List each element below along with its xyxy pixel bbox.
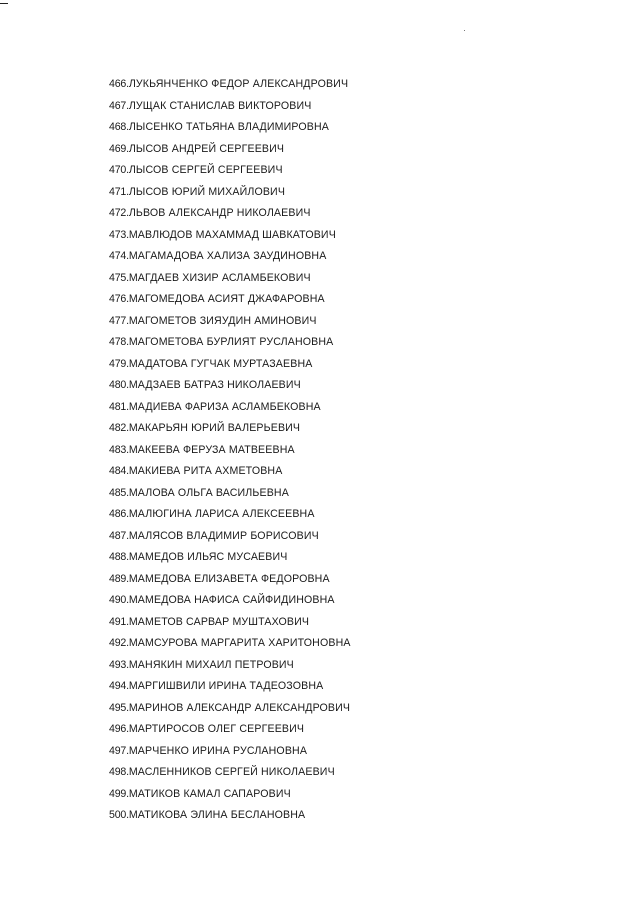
- item-number: 483.: [109, 443, 129, 456]
- item-number: 475.: [109, 271, 129, 284]
- item-number: 489.: [109, 572, 129, 585]
- item-name: ЛЬВОВ АЛЕКСАНДР НИКОЛАЕВИЧ: [128, 207, 311, 219]
- item-number: 500.: [109, 809, 129, 821]
- item-number: 484.: [109, 465, 129, 477]
- item-name: МАРЧЕНКО ИРИНА РУСЛАНОВНА: [128, 744, 308, 757]
- item-name: ЛЫСОВ АНДРЕЙ СЕРГЕЕВИЧ: [128, 142, 285, 155]
- list-item: [109, 614, 351, 636]
- item-number: 470.: [109, 164, 129, 176]
- list-item: [109, 635, 351, 657]
- item-number: 468.: [109, 121, 129, 133]
- item-name: МАКИЕВА РИТА АХМЕТОВНА: [128, 465, 283, 477]
- item-number: 481.: [109, 400, 129, 413]
- item-number: 494.: [109, 680, 129, 692]
- list-item: [109, 291, 351, 313]
- list-item: [109, 700, 351, 722]
- item-number: 499.: [109, 787, 129, 800]
- item-number: 473.: [109, 228, 129, 241]
- list-item: [109, 162, 351, 184]
- scan-speck: [464, 30, 465, 31]
- list-item: [109, 420, 351, 442]
- list-item: [109, 141, 351, 163]
- item-name: МАРГИШВИЛИ ИРИНА ТАДЕОЗОВНА: [128, 680, 324, 692]
- item-name: МАРТИРОСОВ ОЛЕГ СЕРГЕЕВИЧ: [128, 723, 305, 735]
- name-list: [109, 76, 351, 829]
- item-name: МАДИЕВА ФАРИЗА АСЛАМБЕКОВНА: [128, 400, 321, 413]
- item-number: 472.: [109, 207, 129, 219]
- item-name: МАГОМЕДОВА АСИЯТ ДЖАФАРОВНА: [128, 293, 325, 305]
- list-item: [109, 506, 351, 528]
- list-item: [109, 356, 351, 378]
- item-number: 497.: [109, 744, 129, 757]
- list-item: [109, 657, 351, 679]
- list-item: [109, 227, 351, 249]
- item-name: МАКЕЕВА ФЕРУЗА МАТВЕЕВНА: [128, 443, 295, 456]
- item-number: 469.: [109, 142, 129, 155]
- item-number: 485.: [109, 486, 129, 499]
- item-name: МАДАТОВА ГУГЧАК МУРТАЗАЕВНА: [128, 357, 313, 370]
- item-number: 495.: [109, 701, 129, 714]
- list-item: [109, 721, 351, 743]
- item-name: МАМСУРОВА МАРГАРИТА ХАРИТОНОВНА: [128, 637, 351, 649]
- list-item: [109, 786, 351, 808]
- item-number: 471.: [109, 185, 129, 198]
- list-item: [109, 98, 351, 120]
- item-number: 490.: [109, 594, 129, 606]
- list-item: [109, 248, 351, 270]
- list-item: [109, 205, 351, 227]
- item-number: 477.: [109, 314, 129, 327]
- item-number: 474.: [109, 250, 129, 262]
- list-item: [109, 807, 351, 829]
- item-number: 498.: [109, 766, 129, 778]
- list-item: [109, 463, 351, 485]
- item-name: МАГОМЕТОВ ЗИЯУДИН АМИНОВИЧ: [128, 314, 317, 327]
- list-item: [109, 485, 351, 507]
- item-name: МАТИКОВ КАМАЛ САПАРОВИЧ: [128, 787, 291, 800]
- item-name: МАМЕДОВА НАФИСА САЙФИДИНОВНА: [128, 594, 335, 606]
- scan-corner-mark: [0, 3, 8, 4]
- item-name: ЛУКЬЯНЧЕНКО ФЕДОР АЛЕКСАНДРОВИЧ: [128, 78, 349, 90]
- item-number: 491.: [109, 615, 129, 628]
- item-number: 486.: [109, 508, 129, 520]
- item-number: 476.: [109, 293, 129, 305]
- list-item: [109, 743, 351, 765]
- item-name: МАГОМЕТОВА БУРЛИЯТ РУСЛАНОВНА: [128, 336, 334, 348]
- item-name: МАЛЯСОВ ВЛАДИМИР БОРИСОВИЧ: [128, 529, 319, 542]
- list-item: [109, 528, 351, 550]
- item-name: МАДЗАЕВ БАТРАЗ НИКОЛАЕВИЧ: [128, 379, 301, 391]
- list-item: [109, 334, 351, 356]
- list-item: [109, 549, 351, 571]
- item-name: МАСЛЕННИКОВ СЕРГЕЙ НИКОЛАЕВИЧ: [128, 766, 335, 778]
- item-number: 492.: [109, 637, 129, 649]
- item-name: ЛЫСЕНКО ТАТЬЯНА ВЛАДИМИРОВНА: [128, 121, 329, 133]
- item-number: 488.: [109, 551, 129, 563]
- item-name: ЛЫСОВ СЕРГЕЙ СЕРГЕЕВИЧ: [128, 164, 283, 176]
- list-item: [109, 678, 351, 700]
- list-item: [109, 764, 351, 786]
- item-name: МАТИКОВА ЭЛИНА БЕСЛАНОВНА: [128, 809, 306, 821]
- list-item: [109, 377, 351, 399]
- item-number: 466.: [109, 78, 129, 90]
- item-name: ЛЫСОВ ЮРИЙ МИХАЙЛОВИЧ: [128, 185, 286, 198]
- list-item: [109, 442, 351, 464]
- item-number: 478.: [109, 336, 129, 348]
- list-item: [109, 571, 351, 593]
- list-item: [109, 592, 351, 614]
- item-number: 496.: [109, 723, 129, 735]
- item-name: МАМЕДОВ ИЛЬЯС МУСАЕВИЧ: [128, 551, 288, 563]
- list-item: [109, 270, 351, 292]
- item-name: ЛУЩАК СТАНИСЛАВ ВИКТОРОВИЧ: [128, 99, 312, 112]
- item-number: 480.: [109, 379, 129, 391]
- item-number: 479.: [109, 357, 129, 370]
- list-item: [109, 313, 351, 335]
- list-item: [109, 399, 351, 421]
- item-name: МАВЛЮДОВ МАХАММАД ШАВКАТОВИЧ: [128, 228, 336, 241]
- list-item: [109, 184, 351, 206]
- item-number: 487.: [109, 529, 129, 542]
- list-item: [109, 76, 351, 98]
- item-name: МАКАРЬЯН ЮРИЙ ВАЛЕРЬЕВИЧ: [128, 422, 301, 434]
- item-name: МАГАМАДОВА ХАЛИЗА ЗАУДИНОВНА: [128, 250, 327, 262]
- item-name: МАГДАЕВ ХИЗИР АСЛАМБЕКОВИЧ: [128, 271, 311, 284]
- item-name: МАМЕТОВ САРВАР МУШТАХОВИЧ: [128, 615, 310, 628]
- list-item: [109, 119, 351, 141]
- item-name: МАЛОВА ОЛЬГА ВАСИЛЬЕВНА: [128, 486, 289, 499]
- item-number: 467.: [109, 99, 129, 112]
- item-name: МАЛЮГИНА ЛАРИСА АЛЕКСЕЕВНА: [128, 508, 315, 520]
- item-name: МАНЯКИН МИХАИЛ ПЕТРОВИЧ: [128, 658, 294, 671]
- item-name: МАРИНОВ АЛЕКСАНДР АЛЕКСАНДРОВИЧ: [128, 701, 351, 714]
- item-name: МАМЕДОВА ЕЛИЗАВЕТА ФЕДОРОВНА: [128, 572, 330, 585]
- item-number: 482.: [109, 422, 129, 434]
- item-number: 493.: [109, 658, 129, 671]
